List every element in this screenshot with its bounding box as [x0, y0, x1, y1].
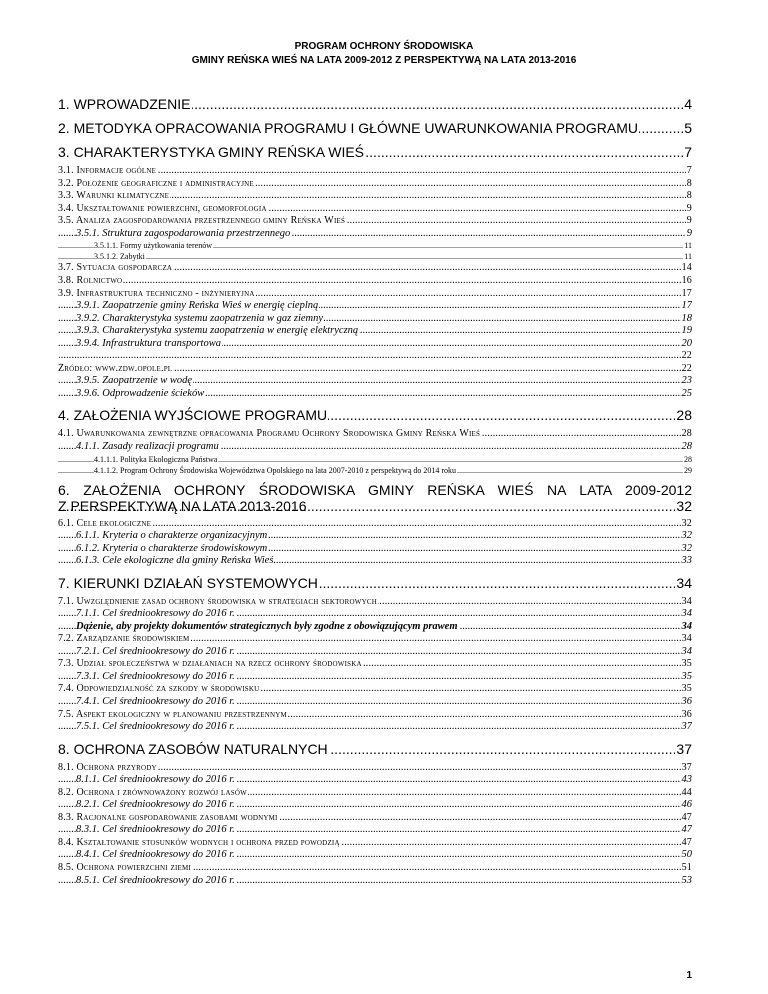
toc-entry-page: 36	[681, 708, 692, 720]
toc-entry-text: 8.3.1. Cel średniookresowy do 2016 r.	[76, 824, 235, 836]
toc-entry-page: 17	[681, 287, 692, 299]
toc-entry-page: 37	[676, 740, 692, 757]
toc-entry-text: 4.1.1.1. Polityka Ekologiczna Państwa	[94, 454, 218, 464]
toc-entry-page: 32	[681, 542, 692, 554]
toc-entry-text: 8.1. Ochrona przyrody	[58, 761, 157, 773]
toc-entry-text: 8.4.1. Cel średniookresowy do 2016 r.	[76, 849, 235, 861]
toc-entry-text: 3.5.1.2. Zabytki	[94, 252, 145, 262]
toc-entry[interactable]	[58, 275, 692, 288]
toc-entry-page: 28	[681, 441, 692, 453]
toc-entry-page: 32	[676, 497, 692, 514]
toc-entry-text: 7.2. Zarządzanie środowiskiem	[58, 633, 190, 645]
toc-entry-page: 44	[681, 786, 692, 798]
toc-entry-page: 28	[681, 428, 692, 440]
toc-entry-text: 8.4. Kształtowanie stosunków wodnych i ochrona przed powodzią	[58, 836, 340, 848]
toc-entry[interactable]	[58, 240, 692, 251]
toc-entry-text: Dążenie, aby projekty dokumentów strategicznych były zgodne z obowiązującym prawem	[76, 620, 458, 632]
toc-entry[interactable]	[58, 621, 692, 634]
toc-entry[interactable]	[58, 454, 692, 465]
toc-entry-text: 3.9.4. Infrastruktura transportowa	[76, 337, 221, 349]
toc-entry-page: 50	[681, 849, 692, 861]
toc-entry-page: 35	[681, 670, 692, 682]
toc-entry-page: 8	[686, 190, 692, 202]
toc-entry-text: 3.5.1. Struktura zagospodarowania przestrzennego	[76, 227, 291, 239]
toc-entry-page: 14	[681, 262, 692, 274]
toc-entry-page: 32	[681, 530, 692, 542]
toc-entry-page: 34	[681, 595, 692, 607]
toc-entry-page: 23	[681, 375, 692, 387]
toc-entry-page: 47	[681, 811, 692, 823]
toc-entry[interactable]	[58, 740, 692, 758]
toc-entry[interactable]	[58, 388, 692, 401]
toc-entry-page: 11	[684, 241, 692, 251]
toc-entry-page: 34	[681, 620, 692, 632]
toc-entry-text: 4.1.1.2. Program Ochrony Środowiska Województwa Opolskiego na lata 2007-2010 z perspektywą do 2014 roku	[94, 465, 457, 475]
toc-entry-page: ..... 22	[681, 350, 692, 362]
toc-entry[interactable]	[58, 518, 692, 531]
toc-entry-page: 25	[681, 387, 692, 399]
toc-entry[interactable]	[58, 596, 692, 609]
toc-entry-page: 34	[676, 574, 692, 591]
toc-entry[interactable]	[58, 338, 692, 351]
toc-entry-page: 34	[681, 645, 692, 657]
toc-entry-page: 18	[681, 312, 692, 324]
toc-entry[interactable]	[58, 762, 692, 775]
toc-entry[interactable]	[58, 683, 692, 696]
page-number: 1	[686, 970, 692, 981]
toc-entry[interactable]	[58, 375, 692, 388]
toc-entry-text: 8.3. Racjonalne gospodarowanie zasobami wodnymi	[58, 811, 278, 823]
toc-entry-text: 3. CHARAKTERYSTYKA GMINY REŃSKA WIEŚ	[58, 144, 365, 160]
toc-entry[interactable]	[58, 428, 692, 441]
toc-entry[interactable]	[58, 633, 692, 646]
toc-entry-page: 46	[681, 799, 692, 811]
toc-entry-text: 6.1.1. Kryteria o charakterze organizacyjnym	[76, 530, 268, 542]
toc-entry-text: Z PERSPEKTYWĄ NA LATA 2013-2016	[58, 497, 307, 514]
toc-entry-text: 4.1. Uwarunkowania zewnętrzne opracowania Programu Ochrony Środowiska Gminy Reńska Wieś	[58, 428, 481, 440]
toc-entry-text: 8.2.1. Cel średniookresowy do 2016 r.	[76, 799, 235, 811]
toc-entry-text: 8.1.1. Cel średniookresowy do 2016 r.	[76, 774, 235, 786]
toc-entry[interactable]	[58, 696, 692, 709]
toc-entry-page: 9	[686, 215, 692, 227]
toc-entry-page: 37	[681, 761, 692, 773]
toc-entry-page: 17	[681, 300, 692, 312]
toc-entry[interactable]	[58, 862, 692, 875]
toc-entry-page: 5	[684, 120, 692, 136]
toc-entry-text: 8.2. Ochrona i zrównoważony rozwój lasów	[58, 786, 247, 798]
toc-entry[interactable]	[58, 530, 692, 543]
document-header	[0, 40, 768, 68]
toc-entry-page: 36	[681, 696, 692, 707]
toc-entry-text: 3.9.1. Zaopatrzenie gminy Reńska Wieś w energię cieplną	[76, 300, 319, 312]
toc-entry[interactable]	[58, 709, 692, 722]
toc-entry[interactable]	[58, 300, 692, 313]
toc-entry[interactable]	[58, 824, 692, 837]
toc-entry[interactable]	[58, 251, 692, 262]
toc-entry-text: 3.9.5. Zaopatrzenie w wodę	[76, 375, 193, 387]
toc-entry[interactable]	[58, 799, 692, 812]
toc-entry[interactable]	[58, 543, 692, 556]
toc-entry-text: 8.5.1. Cel średniookresowy do 2016 r.	[76, 874, 235, 886]
header-subtitle: GMINY REŃSKA WIEŚ NA LATA 2009-2012 Z PERSPEKTYWĄ NA LATA 2013-2016	[191, 55, 577, 66]
toc-entry-text: 3.1. Informacje ogólne	[58, 165, 157, 176]
toc-entry[interactable]	[58, 608, 692, 621]
toc-entry-page: 16	[681, 275, 692, 287]
toc-entry-page: 53	[681, 874, 692, 886]
toc-entry[interactable]	[58, 313, 692, 326]
toc-entry-text: 3.9.6. Odprowadzenie ścieków	[76, 387, 205, 399]
toc-entry[interactable]	[58, 228, 692, 241]
toc-entry-page: 51	[681, 861, 692, 873]
toc-entry-page: 35	[681, 658, 692, 670]
toc-entry-text: 6. ZAŁOŻENIA OCHRONY ŚRODOWISKA GMINY REŃSKA WIEŚ NA LATA 2009-2012	[58, 481, 692, 498]
toc-entry-page: 33	[681, 555, 692, 567]
toc-entry[interactable]	[58, 774, 692, 787]
toc-entry[interactable]	[58, 812, 692, 825]
toc-entry-text: 3.4. Ukształtowanie powierzchni, geomorfologia	[58, 202, 267, 214]
toc-entry-text: 4.1.1. Zasady realizacji programu	[76, 441, 219, 453]
toc-entry-text: 7.4. Odpowiedzialność za szkody w środowisku	[58, 683, 260, 695]
toc-entry-page: 47	[681, 824, 692, 836]
toc-entry-text: 7.4.1. Cel średniookresowy do 2016 r.	[76, 696, 235, 707]
toc-entry-text: 2. METODYKA OPRACOWANIA PROGRAMU I GŁÓWNE UWARUNKOWANIA PROGRAMU	[58, 120, 639, 136]
toc-entry-text: 3.5.1.1. Formy użytkowania terenów	[94, 241, 212, 251]
toc-entry[interactable]	[58, 875, 692, 888]
header-title: PROGRAM OCHRONY ŚRODOWISKA	[294, 41, 474, 52]
toc-entry-text: 3.8. Rolnictwo	[58, 275, 123, 287]
toc-entry[interactable]	[58, 143, 692, 161]
toc-entry-text: 7.3. Udział społeczeństwa w działaniach na rzecz ochrony środowiska	[58, 658, 362, 670]
toc-entry-page: 43	[681, 774, 692, 786]
toc-entry-text: 4. ZAŁOŻENIA WYJŚCIOWE PROGRAMU	[58, 407, 328, 424]
toc-entry[interactable]	[58, 215, 692, 228]
toc-entry-page: 28	[684, 454, 692, 464]
toc-entry[interactable]	[58, 203, 692, 216]
toc-entry[interactable]	[58, 165, 692, 178]
toc-entry[interactable]	[58, 190, 692, 203]
toc-entry-page: 7	[684, 144, 692, 160]
toc-entry[interactable]	[58, 465, 692, 476]
toc-entry-page: 4	[684, 96, 692, 112]
toc-entry-text: 3.9. Infrastruktura techniczno - inżynieryjna	[58, 287, 255, 299]
toc-entry[interactable]	[58, 837, 692, 850]
toc-entry[interactable]	[58, 406, 692, 424]
toc-entry-page: 9	[686, 202, 692, 214]
toc-entry[interactable]	[58, 441, 692, 454]
toc-entry-text: 7.1.1. Cel średniookresowy do 2016 r.	[76, 608, 235, 620]
toc-entry-page: 32	[681, 517, 692, 529]
toc-entry[interactable]	[58, 787, 692, 800]
toc-entry-text: 8. OCHRONA ZASOBÓW NATURALNYCH	[58, 740, 328, 757]
toc-entry[interactable]	[58, 658, 692, 671]
toc-entry[interactable]	[58, 849, 692, 862]
toc-entry-text: 6.1. Cele ekologiczne	[58, 517, 152, 529]
toc-entry-text: 1. WPROWADZENIE	[58, 96, 191, 112]
toc-entry[interactable]	[58, 262, 692, 275]
toc-entry-page: 20	[681, 337, 692, 349]
table-of-contents	[58, 89, 692, 887]
toc-entry-text: 3.9.2. Charakterystyka systemu zaopatrzenia w gaz ziemny	[76, 312, 324, 324]
toc-entry-text: 7. KIERUNKI DZIAŁAŃ SYSTEMOWYCH	[58, 574, 318, 591]
toc-entry-page: 47	[681, 836, 692, 848]
toc-entry-page: 34	[681, 633, 692, 645]
toc-entry-text: 7.2.1. Cel średniookresowy do 2016 r.	[76, 645, 235, 657]
toc-entry-text	[58, 350, 59, 361]
toc-entry-text: 7.3.1. Cel średniookresowy do 2016 r.	[76, 670, 235, 682]
toc-entry-text: 7.5.1. Cel średniookresowy do 2016 r.	[76, 721, 235, 733]
toc-entry-page: 29	[684, 465, 692, 475]
toc-entry-page: 35	[681, 683, 692, 695]
toc-entry-page: 11	[684, 252, 692, 262]
toc-entry[interactable]	[58, 574, 692, 592]
toc-entry-page: 28	[676, 407, 692, 424]
toc-entry[interactable]	[58, 325, 692, 338]
toc-entry[interactable]	[58, 482, 692, 514]
toc-entry[interactable]	[58, 721, 692, 734]
toc-entry[interactable]	[58, 350, 692, 363]
toc-entry-page: 34	[681, 608, 692, 620]
toc-entry[interactable]	[58, 178, 692, 191]
toc-entry-page: 19	[681, 325, 692, 337]
toc-entry[interactable]	[58, 95, 692, 113]
toc-entry-text: 3.2. Położenie geograficzne i administracyjne	[58, 177, 254, 189]
toc-entry-page: 7	[686, 165, 692, 176]
toc-entry[interactable]	[58, 646, 692, 659]
toc-entry-text: 3.9.3. Charakterystyka systemu zaopatrzenia w energię elektryczną	[76, 325, 359, 337]
toc-entry[interactable]	[58, 288, 692, 301]
toc-entry[interactable]	[58, 671, 692, 684]
toc-entry[interactable]	[58, 555, 692, 568]
toc-entry-text: 6.1.2. Kryteria o charakterze środowiskowym	[76, 542, 268, 554]
toc-entry[interactable]	[58, 119, 692, 137]
toc-entry-page: 22	[681, 362, 692, 374]
toc-entry-text: 3.5. Analiza zagospodarowania przestrzennego gminy Reńska Wieś	[58, 215, 346, 227]
toc-entry[interactable]	[58, 363, 692, 376]
toc-entry-text: 3.7. Sytuacja gospodarcza	[58, 262, 173, 274]
toc-entry-page: 9	[686, 227, 692, 239]
toc-entry-page: 8	[686, 177, 692, 189]
toc-entry-text: 6.1.3. Cele ekologiczne dla gminy Reńska Wieś	[76, 555, 274, 567]
toc-entry-text: 7.5. Aspekt ekologiczny w planowaniu przestrzennym	[58, 708, 287, 720]
toc-entry-text: 8.5. Ochrona powierzchni ziemi	[58, 861, 191, 873]
toc-entry-text: 3.3. Warunki klimatyczne	[58, 190, 170, 202]
toc-entry-page: 37	[681, 721, 692, 733]
toc-entry-text: 7.1. Uwzględnienie zasad ochrony środowiska w strategiach sektorowych	[58, 595, 377, 607]
toc-entry-text: Źródło: www.zdw.opole.pl	[58, 362, 173, 374]
